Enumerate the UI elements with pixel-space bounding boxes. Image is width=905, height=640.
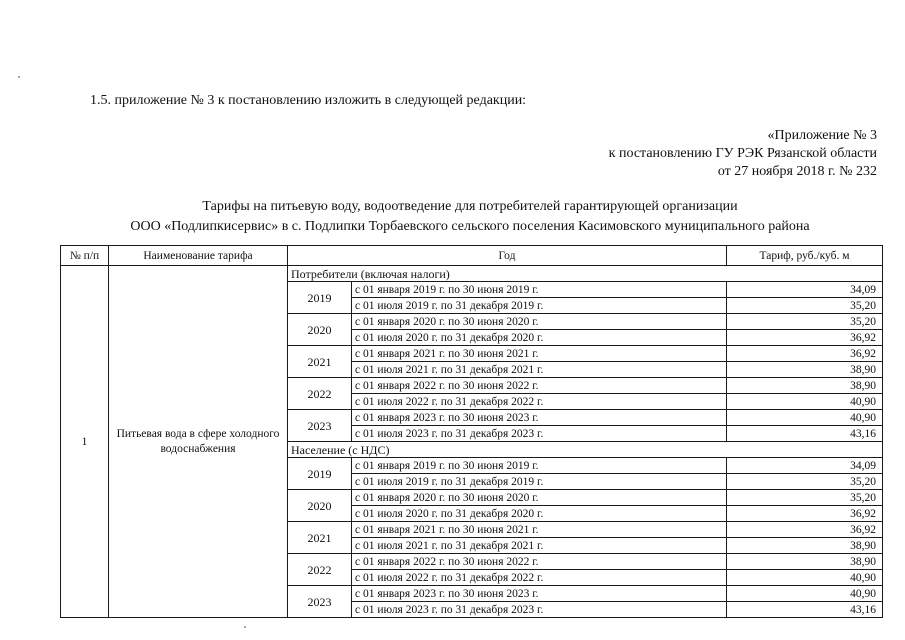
tariff-value-cell: 43,16 — [727, 602, 883, 618]
tariff-value-cell: 36,92 — [727, 506, 883, 522]
year-cell: 2019 — [288, 282, 352, 314]
year-cell: 2021 — [288, 346, 352, 378]
period-cell: с 01 июля 2022 г. по 31 декабря 2022 г. — [352, 394, 727, 410]
period-cell: с 01 июля 2022 г. по 31 декабря 2022 г. — [352, 570, 727, 586]
appendix-reference — [609, 127, 877, 181]
document-title — [40, 197, 900, 237]
year-cell: 2023 — [288, 586, 352, 618]
period-cell: с 01 января 2022 г. по 30 июня 2022 г. — [352, 378, 727, 394]
row-number: 1 — [61, 266, 109, 618]
tariff-value-cell: 35,20 — [727, 314, 883, 330]
tariff-value-cell: 34,09 — [727, 282, 883, 298]
intro-text: 1.5. приложение № 3 к постановлению изложить в следующей редакции: — [90, 93, 527, 108]
tariff-value-cell: 34,09 — [727, 458, 883, 474]
header-name: Наименование тарифа — [109, 246, 288, 266]
tariff-value-cell: 35,20 — [727, 298, 883, 314]
period-cell: с 01 января 2020 г. по 30 июня 2020 г. — [352, 314, 727, 330]
title-line: Тарифы на питьевую воду, водоотведение для потребителей гарантирующей организации — [202, 199, 738, 214]
header-year: Год — [288, 246, 727, 266]
year-cell: 2020 — [288, 314, 352, 346]
period-cell: с 01 июля 2019 г. по 31 декабря 2019 г. — [352, 474, 727, 490]
period-cell: с 01 января 2020 г. по 30 июня 2020 г. — [352, 490, 727, 506]
tariff-value-cell: 38,90 — [727, 378, 883, 394]
year-cell: 2020 — [288, 490, 352, 522]
year-cell: 2021 — [288, 522, 352, 554]
year-cell: 2019 — [288, 458, 352, 490]
tariff-value-cell: 40,90 — [727, 586, 883, 602]
period-cell: с 01 января 2021 г. по 30 июня 2021 г. — [352, 522, 727, 538]
period-cell: с 01 июля 2021 г. по 31 декабря 2021 г. — [352, 538, 727, 554]
table-body — [61, 266, 883, 618]
tariff-name: Питьевая вода в сфере холодного водоснабжения — [109, 266, 288, 618]
period-cell: с 01 июля 2021 г. по 31 декабря 2021 г. — [352, 362, 727, 378]
tariff-value-cell: 38,90 — [727, 538, 883, 554]
period-cell: с 01 июля 2020 г. по 31 декабря 2020 г. — [352, 506, 727, 522]
tariff-value-cell: 36,92 — [727, 522, 883, 538]
year-cell: 2023 — [288, 410, 352, 442]
tariff-value-cell: 38,90 — [727, 362, 883, 378]
period-cell: с 01 января 2021 г. по 30 июня 2021 г. — [352, 346, 727, 362]
tariff-table — [60, 245, 883, 618]
period-cell: с 01 января 2022 г. по 30 июня 2022 г. — [352, 554, 727, 570]
tariff-value-cell: 38,90 — [727, 554, 883, 570]
section-label: Потребители (включая налоги) — [288, 266, 883, 282]
period-cell: с 01 июля 2019 г. по 31 декабря 2019 г. — [352, 298, 727, 314]
tariff-value-cell: 35,20 — [727, 474, 883, 490]
tariff-value-cell: 35,20 — [727, 490, 883, 506]
period-cell: с 01 июля 2023 г. по 31 декабря 2023 г. — [352, 426, 727, 442]
year-cell: 2022 — [288, 554, 352, 586]
scan-speck — [244, 626, 246, 628]
period-cell: с 01 июля 2020 г. по 31 декабря 2020 г. — [352, 330, 727, 346]
scan-speck — [18, 76, 20, 78]
tariff-value-cell: 40,90 — [727, 570, 883, 586]
appendix-line: от 27 ноября 2018 г. № 232 — [717, 164, 877, 179]
period-cell: с 01 января 2023 г. по 30 июня 2023 г. — [352, 410, 727, 426]
header-num: № п/п — [61, 246, 109, 266]
period-cell: с 01 января 2019 г. по 30 июня 2019 г. — [352, 282, 727, 298]
appendix-line: к постановлению ГУ РЭК Рязанской области — [608, 146, 877, 161]
tariff-value-cell: 40,90 — [727, 410, 883, 426]
period-cell: с 01 июля 2023 г. по 31 декабря 2023 г. — [352, 602, 727, 618]
tariff-value-cell: 36,92 — [727, 330, 883, 346]
tariff-value-cell: 40,90 — [727, 394, 883, 410]
title-line: ООО «Подлипкисервис» в с. Подлипки Торбаевского сельского поселения Касимовского муниципального района — [130, 219, 810, 234]
appendix-line: «Приложение № 3 — [767, 128, 877, 143]
section-row — [61, 266, 883, 282]
tariff-value-cell: 36,92 — [727, 346, 883, 362]
section-label: Население (с НДС) — [288, 442, 883, 458]
tariff-value-cell: 43,16 — [727, 426, 883, 442]
table-header-row — [61, 246, 883, 266]
year-cell: 2022 — [288, 378, 352, 410]
period-cell: с 01 января 2019 г. по 30 июня 2019 г. — [352, 458, 727, 474]
header-tariff: Тариф, руб./куб. м — [727, 246, 883, 266]
period-cell: с 01 января 2023 г. по 30 июня 2023 г. — [352, 586, 727, 602]
